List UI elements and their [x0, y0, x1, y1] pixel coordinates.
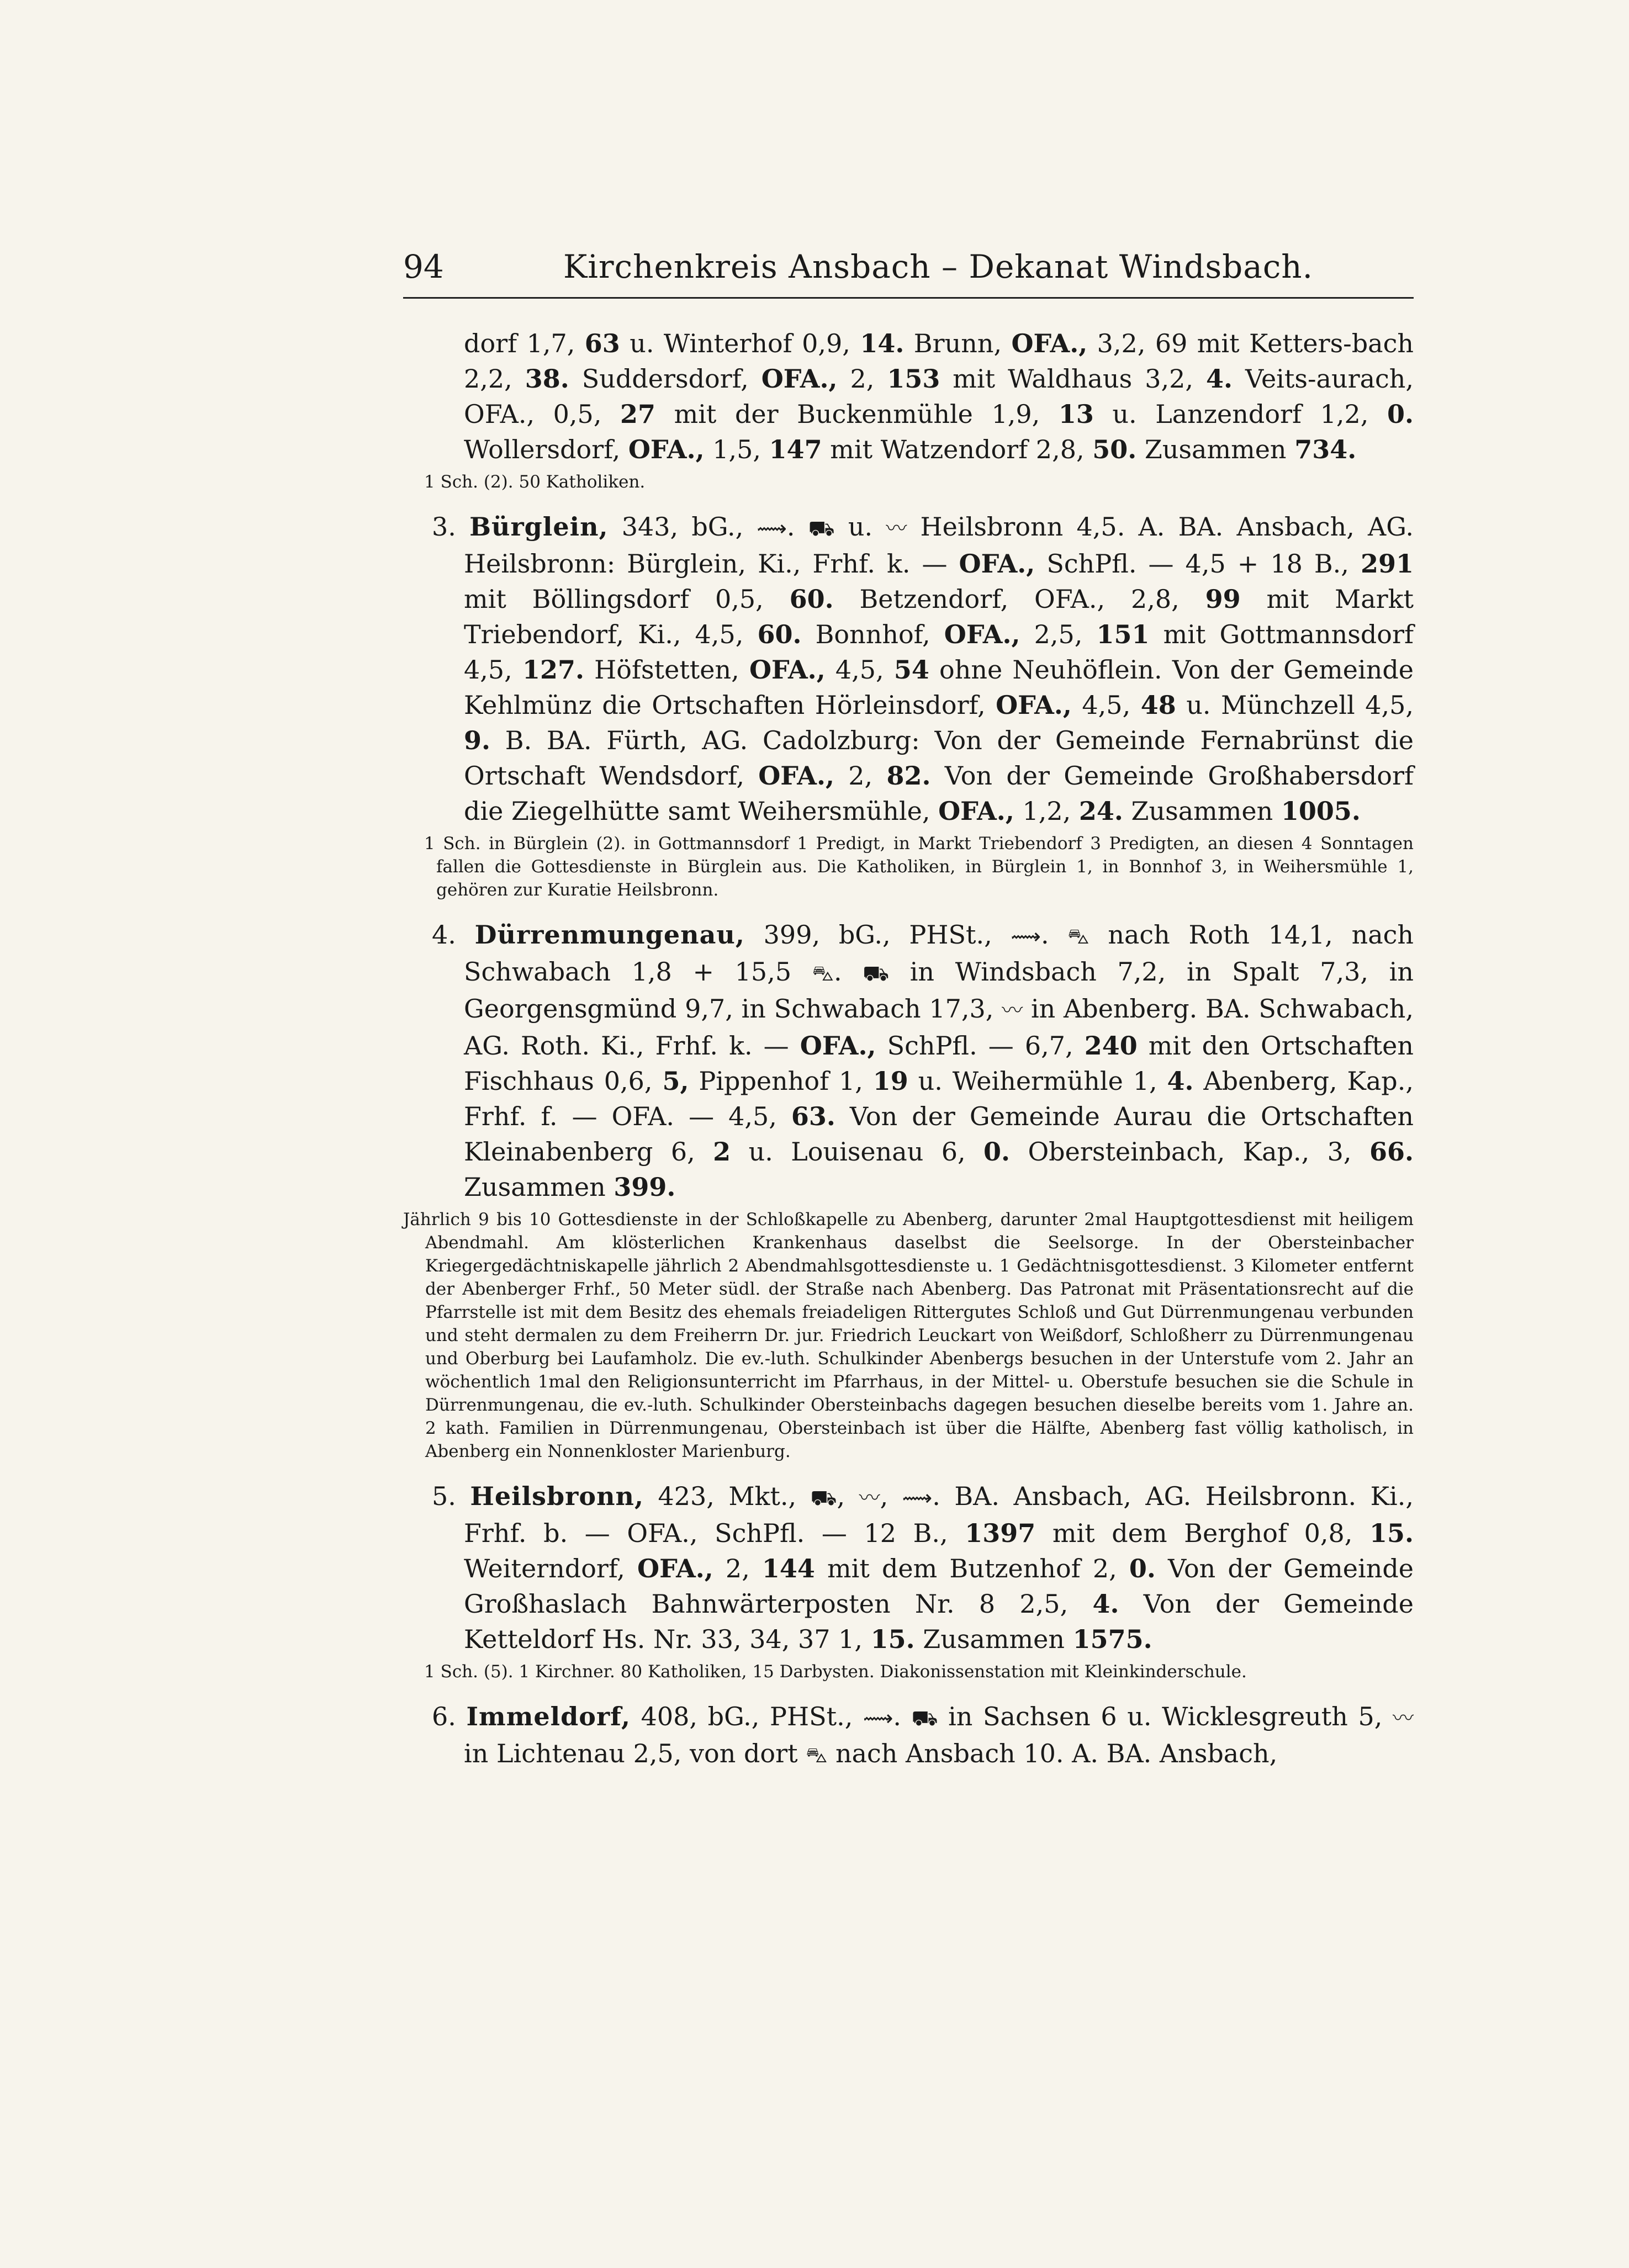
bus-icon: ⛍: [1067, 924, 1089, 948]
text-run: Betzendorf, OFA., 2,8,: [833, 584, 1205, 614]
text-run: 82.: [886, 761, 931, 791]
total-count: 399.: [613, 1172, 676, 1202]
post-horn-icon: 〰: [886, 516, 907, 540]
text-run: 1,2,: [1014, 796, 1079, 826]
post-office-icon: ⛟: [810, 1486, 837, 1510]
entry-number: 6.: [432, 1702, 456, 1731]
text-run: Zusammen: [1123, 796, 1281, 826]
post-horn-icon: 〰: [1002, 998, 1023, 1022]
text-run: nach Roth 14,1, nach Schwabach 1,8 + 15,5: [464, 920, 1414, 987]
text-run: Zusammen: [1136, 434, 1295, 464]
rail-station-icon: ⟿: [902, 1486, 933, 1510]
post-office-icon: ⛟: [808, 516, 835, 540]
text-run: 0.: [983, 1137, 1011, 1167]
text-run: 60.: [789, 584, 834, 614]
post-horn-icon: 〰: [1393, 1706, 1414, 1730]
text-run: B. BA. Fürth, AG. Cadolzburg: Von der Gemeinde Fernabrünst die Ortschaft Wendsdorf,: [464, 725, 1414, 791]
page-number: 94: [403, 248, 444, 285]
text-run: 4,5,: [1071, 690, 1141, 720]
text-run: OFA.,: [1011, 328, 1088, 358]
text-run: OFA.,: [800, 1031, 876, 1061]
text-run: Weiterndorf,: [464, 1554, 638, 1583]
entry-number: 4.: [432, 920, 456, 950]
bus-icon: ⛍: [812, 961, 834, 985]
text-run: Bonnhof,: [801, 619, 944, 649]
text-run: OFA.,: [637, 1554, 713, 1583]
text-run: Von der Gemeinde Ketteldorf Hs. Nr. 33, 34, 37 1,: [464, 1589, 1414, 1654]
text-run: OFA.,: [761, 364, 838, 394]
text-run: 2,: [837, 364, 887, 394]
text-run: 0.: [1129, 1554, 1156, 1583]
text-run: 38.: [525, 364, 569, 394]
text-run: OFA.,: [628, 434, 705, 464]
text-run: 127.: [522, 655, 584, 685]
text-run: 63: [584, 328, 620, 358]
entry-name: Bürglein,: [469, 512, 609, 542]
text-run: 15.: [1369, 1518, 1414, 1548]
footnote: 1 Sch. in Bürglein (2). in Gottmannsdorf 1 Predigt, in Markt Triebendorf 3 Predigten, an diesen 4 Sonntagen fallen die Gottesdienste in Bürglein aus. Die Katholiken, in Bürglein 1, in Bonnhof 3, in Weihersmühle 1, gehören zur Kuratie Heilsbronn.: [424, 834, 1414, 900]
text-run: OFA.,: [996, 690, 1072, 720]
text-run: 4,5,: [825, 655, 894, 685]
text-run: OFA.,: [959, 549, 1035, 579]
text-run: SchPfl. — 4,5 + 18 B.,: [1035, 549, 1361, 579]
text-run: 423, Mkt.,: [643, 1481, 811, 1511]
text-run: 240: [1084, 1031, 1138, 1061]
text-run: Höfstetten,: [584, 655, 749, 685]
text-run: in Abenberg. BA. Schwabach, AG. Roth. Ki., Frhf. k. —: [464, 994, 1414, 1061]
text-run: u.: [834, 512, 886, 542]
text-run: 27: [620, 399, 656, 429]
text-run: 1397: [965, 1518, 1036, 1548]
text-run: 15.: [870, 1624, 915, 1654]
text-run: 24.: [1078, 796, 1123, 826]
text-run: u. Louisenau 6,: [731, 1137, 984, 1167]
text-run: OFA.,: [758, 761, 834, 791]
bus-icon: ⛍: [806, 1743, 828, 1767]
total-count: 1575.: [1072, 1624, 1152, 1654]
entry-buerglein: 3. Bürglein, 343, bG., ⟿. ⛟ u. 〰 Heilsbronn 4,5. A. BA. Ansbach, AG. Heilsbronn: Bürglein, Ki., Frhf. k. — OFA., SchPfl. — 4,5 + 18 B., 291 mit Böllingsdorf 0,5, 60. Betzendorf, OFA., 2,8, 99 mit Markt Triebendorf, Ki., 4,5, 60. Bonnhof, OFA., 2,5, 151 mit Gottmannsdorf 4,5, 127. Höfstetten, OFA., 4,5, 54 ohne Neuhöflein. Von der Gemeinde Kehlmünz die Ortschaften Hörleinsdorf, OFA., 4,5, 48 u. Münchzell 4,5, 9. B. BA. Fürth, AG. Cadolzburg: Von der Gemeinde Fernabrünst die Ortschaft Wendsdorf, OFA., 2, 82. Von der Gemeinde Großhabersdorf die Ziegelhütte samt Weihersmühle, OFA., 1,2, 24. Zusammen 1005.: [432, 512, 1414, 826]
text-run: 99: [1205, 584, 1241, 614]
entry-name: Immeldorf,: [466, 1702, 631, 1731]
text-run: nach Ansbach 10. A. BA. Ansbach,: [827, 1739, 1278, 1768]
text-run: SchPfl. — 6,7,: [876, 1031, 1085, 1061]
text-run: 3,2, 69 mit Ketters-bach 2,2,: [464, 328, 1414, 394]
text-run: Obersteinbach, Kap., 3,: [1010, 1137, 1369, 1167]
footnote: 1 Sch. (5). 1 Kirchner. 80 Katholiken, 15 Darbysten. Diakonissenstation mit Kleinkinderschule.: [424, 1662, 1247, 1682]
text-run: 50.: [1092, 434, 1137, 464]
text-run: 5,: [662, 1066, 689, 1096]
entry-duerrenmungenau: 4. Dürrenmungenau, 399, bG., PHSt., ⟿. ⛍ nach Roth 14,1, nach Schwabach 1,8 + 15,5 ⛍. ⛟ in Windsbach 7,2, in Spalt 7,3, in Georgensgmünd 9,7, in Schwabach 17,3, 〰 in Abenberg. BA. Schwabach, AG. Roth. Ki., Frhf. k. — OFA., SchPfl. — 6,7, 240 mit den Ortschaften Fischhaus 0,6, 5, Pippenhof 1, 19 u. Weihermühle 1, 4. Abenberg, Kap., Frhf. f. — OFA. — 4,5, 63. Von der Gemeinde Aurau die Ortschaften Kleinabenberg 6, 2 u. Louisenau 6, 0. Obersteinbach, Kap., 3, 66. Zusammen 399.: [432, 920, 1414, 1202]
text-run: 4.: [1167, 1066, 1194, 1096]
text-run: u. Lanzendorf 1,2,: [1093, 399, 1387, 429]
text-run: Heilsbronn 4,5. A. BA. Ansbach, AG. Heilsbronn: Bürglein, Ki., Frhf. k. —: [464, 512, 1414, 579]
text-run: 60.: [757, 619, 802, 649]
text-run: mit dem Butzenhof 2,: [814, 1554, 1129, 1583]
footnote: Jährlich 9 bis 10 Gottesdienste in der Schloßkapelle zu Abenberg, darunter 2mal Hauptgottesdienst mit heiligem Abendmahl. Am klösterlichen Krankenhaus daselbst die Seelsorge. In der Obersteinbacher Kriegergedächtniskapelle jährlich 2 Abendmahlsgottesdienste u. 1 Gedächtnisgottesdienst. 3 Kilometer entfernt der Abenberger Frhf., 50 Meter südl. der Straße nach Abenberg. Das Patronat mit Präsentationsrecht auf die Pfarrstelle ist mit dem Besitz des ehemals freiadeligen Rittergutes Schloß und Gut Dürrenmungenau verbunden und steht dermalen zu dem Freiherrn Dr. jur. Friedrich Leuckart von Weißdorf, Schloßherr zu Dürrenmungenau und Oberburg bei Laufamholz. Die ev.-luth. Schulkinder Abenbergs besuchen in der Unterstufe vom 2. Jahr an wöchentlich 1mal den Religionsunterricht im Pfarrhaus, in der Mittel- u. Oberstufe besuchen sie die Schule in Dürrenmungenau, die ev.-luth. Schulkinder Obersteinbachs dagegen besuchen dieselbe bereits vom 1. Jahre an. 2 kath. Familien in Dürrenmungenau, Obersteinbach ist über die Hälfte, Abenberg fast völlig katholisch, in Abenberg ein Nonnenkloster Marienburg.: [403, 1210, 1414, 1461]
footnote: 1 Sch. (2). 50 Katholiken.: [424, 472, 646, 492]
text-run: u. Winterhof 0,9,: [620, 328, 860, 358]
text-run: u. Münchzell 4,5,: [1176, 690, 1414, 720]
text-run: OFA.,: [938, 796, 1014, 826]
text-run: Zusammen: [914, 1624, 1073, 1654]
text-run: 1,5,: [704, 434, 769, 464]
text-run: 147: [769, 434, 822, 464]
text-run: Pippenhof 1,: [689, 1066, 873, 1096]
text-run: ohne Neuhöflein. Von der Gemeinde Kehlmünz die Ortschaften Hörleinsdorf,: [464, 655, 1414, 720]
text-run: dorf 1,7,: [464, 328, 585, 358]
text-run: 9.: [464, 725, 491, 755]
entry-name: Dürrenmungenau,: [474, 920, 745, 950]
entry-heilsbronn: 5. Heilsbronn, 423, Mkt., ⛟, 〰, ⟿. BA. Ansbach, AG. Heilsbronn. Ki., Frhf. b. — OFA., SchPfl. — 12 B., 1397 mit dem Berghof 0,8, 15. Weiterndorf, OFA., 2, 144 mit dem Butzenhof 2, 0. Von der Gemeinde Großhaslach Bahnwärterposten Nr. 8 2,5, 4. Von der Gemeinde Ketteldorf Hs. Nr. 33, 34, 37 1, 15. Zusammen 1575.: [432, 1481, 1414, 1654]
text-run: 2,: [834, 761, 887, 791]
text-run: 14.: [860, 328, 905, 358]
text-run: 408, bG., PHSt.,: [630, 1702, 863, 1731]
running-title: Kirchenkreis Ansbach – Dekanat Windsbach.: [563, 248, 1314, 285]
text-run: Suddersdorf,: [569, 364, 761, 394]
post-office-icon: ⛟: [911, 1706, 938, 1730]
text-run: 63.: [791, 1101, 835, 1131]
rail-station-icon: ⟿: [757, 516, 787, 540]
text-run: mit der Buckenmühle 1,9,: [655, 399, 1059, 429]
text-run: 343, bG.,: [608, 512, 757, 542]
post-horn-icon: 〰: [859, 1486, 880, 1510]
text-body: [403, 326, 1414, 1773]
text-run: 48: [1140, 690, 1176, 720]
entry-number: 3.: [432, 512, 456, 542]
rail-station-icon: ⟿: [1011, 924, 1041, 948]
text-run: 2,: [713, 1554, 762, 1583]
text-run: mit dem Berghof 0,8,: [1035, 1518, 1369, 1548]
running-header: [403, 242, 1414, 292]
text-run: Abenberg, Kap., Frhf. f. — OFA. — 4,5,: [464, 1066, 1414, 1131]
text-run: OFA.,: [749, 655, 826, 685]
text-run: mit Gottmannsdorf 4,5,: [464, 619, 1414, 685]
entry-immeldorf: 6. Immeldorf, 408, bG., PHSt., ⟿. ⛟ in Sachsen 6 u. Wicklesgreuth 5, 〰 in Lichtenau 2,5, von dort ⛍ nach Ansbach 10. A. BA. Ansbach,: [432, 1702, 1414, 1768]
text-run: mit Markt Triebendorf, Ki., 4,5,: [464, 584, 1414, 649]
text-run: 153: [887, 364, 940, 394]
text-run: Zusammen: [464, 1172, 614, 1202]
total-count: 734.: [1294, 434, 1357, 464]
text-run: Von der Gemeinde Aurau die Ortschaften Kleinabenberg 6,: [464, 1101, 1414, 1167]
post-office-icon: ⛟: [863, 961, 890, 985]
text-run: Brunn,: [904, 328, 1012, 358]
header-rule: [403, 297, 1414, 299]
text-run: 291: [1360, 549, 1414, 579]
text-run: in Lichtenau 2,5, von dort: [464, 1739, 806, 1768]
text-run: in Windsbach 7,2, in Spalt 7,3, in Georgensgmünd 9,7, in Schwabach 17,3,: [464, 957, 1414, 1024]
text-run: in Sachsen 6 u. Wicklesgreuth 5,: [938, 1702, 1393, 1731]
rail-station-icon: ⟿: [863, 1706, 893, 1730]
text-run: 19: [872, 1066, 908, 1096]
total-count: 1005.: [1281, 796, 1361, 826]
text-run: 2: [713, 1137, 731, 1167]
text-run: mit Waldhaus 3,2,: [940, 364, 1206, 394]
text-run: 66.: [1369, 1137, 1414, 1167]
text-run: OFA.,: [944, 619, 1020, 649]
text-run: 144: [761, 1554, 815, 1583]
text-run: Von der Gemeinde Großhabersdorf die Ziegelhütte samt Weihersmühle,: [464, 761, 1414, 826]
text-run: 4.: [1092, 1589, 1119, 1619]
text-run: mit den Ortschaften Fischhaus 0,6,: [464, 1031, 1414, 1096]
text-run: Veits-aurach, OFA., 0,5,: [464, 364, 1414, 429]
text-run: u. Weihermühle 1,: [908, 1066, 1167, 1096]
text-run: 4.: [1205, 364, 1233, 394]
text-run: mit Watzendorf 2,8,: [822, 434, 1093, 464]
entry-name: Heilsbronn,: [470, 1481, 644, 1511]
text-run: mit Böllingsdorf 0,5,: [464, 584, 790, 614]
text-run: 13: [1058, 399, 1094, 429]
text-run: 2,5,: [1020, 619, 1097, 649]
text-run: Wollersdorf,: [464, 434, 628, 464]
text-run: BA. Ansbach, AG. Heilsbronn. Ki., Frhf. b. — OFA., SchPfl. — 12 B.,: [464, 1481, 1414, 1548]
text-run: 54: [893, 655, 929, 685]
text-run: 151: [1096, 619, 1150, 649]
text-run: Von der Gemeinde Großhaslach Bahnwärterposten Nr. 8 2,5,: [464, 1554, 1414, 1619]
continuation-paragraph: [403, 326, 1414, 467]
text-run: 0.: [1387, 399, 1414, 429]
text-run: 399, bG., PHSt.,: [744, 920, 1011, 950]
entry-number: 5.: [432, 1481, 456, 1511]
